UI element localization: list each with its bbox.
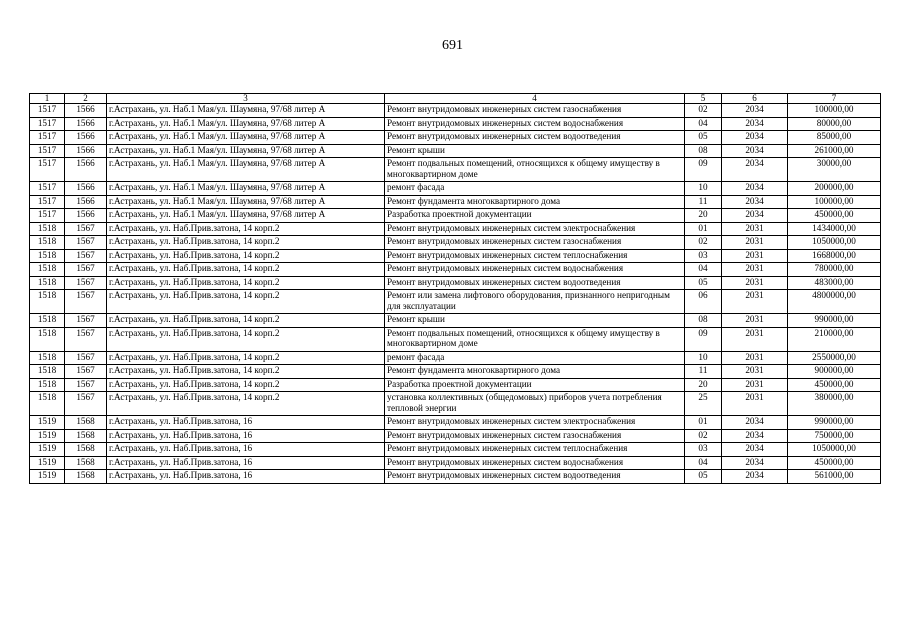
address-cell: г.Астрахань, ул. Наб.Прив.затона, 16 [107,456,385,470]
house-id-cell: 1567 [65,249,107,263]
work-type-cell: Ремонт внутридомовых инженерных систем газоснабжения [385,104,685,118]
row-number-cell: 1518 [30,263,65,277]
work-code-cell: 02 [685,429,722,443]
cost-cell: 900000,00 [788,365,881,379]
address-cell: г.Астрахань, ул. Наб.1 Мая/ул. Шаумяна, 97/68 литер А [107,104,385,118]
address-cell: г.Астрахань, ул. Наб.1 Мая/ул. Шаумяна, 97/68 литер А [107,144,385,158]
table-row [30,249,881,263]
work-code-cell: 04 [685,117,722,131]
cost-cell: 1050000,00 [788,443,881,457]
work-code-cell: 09 [685,158,722,182]
work-type-cell: Ремонт крыши [385,314,685,328]
cost-cell: 1050000,00 [788,236,881,250]
work-code-cell: 09 [685,327,722,351]
table-row [30,209,881,223]
cost-cell: 990000,00 [788,314,881,328]
column-header: 6 [722,94,788,104]
cost-cell: 750000,00 [788,429,881,443]
year-cell: 2031 [722,222,788,236]
house-id-cell: 1568 [65,416,107,430]
column-header: 7 [788,94,881,104]
house-id-cell: 1568 [65,429,107,443]
address-cell: г.Астрахань, ул. Наб.1 Мая/ул. Шаумяна, 97/68 литер А [107,117,385,131]
work-type-cell: Ремонт подвальных помещений, относящихся к общему имуществу в многоквартирном доме [385,327,685,351]
work-code-cell: 05 [685,131,722,145]
row-number-cell: 1518 [30,314,65,328]
house-id-cell: 1567 [65,290,107,314]
cost-cell: 4800000,00 [788,290,881,314]
work-type-cell: Ремонт внутридомовых инженерных систем электроснабжения [385,416,685,430]
table-row [30,416,881,430]
house-id-cell: 1567 [65,276,107,290]
house-id-cell: 1568 [65,443,107,457]
year-cell: 2031 [722,249,788,263]
cost-cell: 780000,00 [788,263,881,277]
table-row [30,158,881,182]
house-id-cell: 1567 [65,392,107,416]
table-row [30,236,881,250]
table-row [30,351,881,365]
cost-cell: 30000,00 [788,158,881,182]
table-row [30,327,881,351]
table-row [30,104,881,118]
table-row [30,182,881,196]
address-cell: г.Астрахань, ул. Наб.Прив.затона, 14 корп.2 [107,351,385,365]
work-type-cell: Разработка проектной документации [385,209,685,223]
house-id-cell: 1566 [65,144,107,158]
work-type-cell: Ремонт внутридомовых инженерных систем электроснабжения [385,222,685,236]
address-cell: г.Астрахань, ул. Наб.1 Мая/ул. Шаумяна, 97/68 литер А [107,182,385,196]
cost-cell: 80000,00 [788,117,881,131]
work-code-cell: 05 [685,276,722,290]
row-number-cell: 1518 [30,378,65,392]
table-row [30,470,881,484]
cost-cell: 483000,00 [788,276,881,290]
work-type-cell: установка коллективных (общедомовых) приборов учета потребления тепловой энергии [385,392,685,416]
row-number-cell: 1517 [30,195,65,209]
table-row [30,290,881,314]
house-id-cell: 1567 [65,378,107,392]
year-cell: 2031 [722,378,788,392]
work-code-cell: 10 [685,351,722,365]
house-id-cell: 1566 [65,158,107,182]
year-cell: 2031 [722,290,788,314]
address-cell: г.Астрахань, ул. Наб.1 Мая/ул. Шаумяна, 97/68 литер А [107,158,385,182]
page-number: 691 [442,38,463,53]
cost-cell: 100000,00 [788,195,881,209]
work-type-cell: Ремонт внутридомовых инженерных систем водоотведения [385,276,685,290]
year-cell: 2034 [722,104,788,118]
work-type-cell: Ремонт внутридомовых инженерных систем теплоснабжения [385,443,685,457]
row-number-cell: 1518 [30,365,65,379]
year-cell: 2034 [722,117,788,131]
work-type-cell: Ремонт внутридомовых инженерных систем теплоснабжения [385,249,685,263]
house-id-cell: 1566 [65,209,107,223]
address-cell: г.Астрахань, ул. Наб.Прив.затона, 14 корп.2 [107,263,385,277]
year-cell: 2034 [722,195,788,209]
house-id-cell: 1566 [65,131,107,145]
work-code-cell: 03 [685,443,722,457]
address-cell: г.Астрахань, ул. Наб.1 Мая/ул. Шаумяна, 97/68 литер А [107,195,385,209]
year-cell: 2034 [722,158,788,182]
year-cell: 2031 [722,327,788,351]
work-type-cell: Ремонт внутридомовых инженерных систем водоснабжения [385,456,685,470]
table-row [30,443,881,457]
work-code-cell: 04 [685,456,722,470]
row-number-cell: 1519 [30,470,65,484]
address-cell: г.Астрахань, ул. Наб.Прив.затона, 16 [107,416,385,430]
cost-cell: 200000,00 [788,182,881,196]
year-cell: 2034 [722,470,788,484]
work-code-cell: 20 [685,209,722,223]
house-id-cell: 1566 [65,104,107,118]
year-cell: 2034 [722,416,788,430]
repair-schedule-table [29,93,881,484]
row-number-cell: 1517 [30,131,65,145]
cost-cell: 1668000,00 [788,249,881,263]
table-row [30,263,881,277]
year-cell: 2034 [722,209,788,223]
row-number-cell: 1519 [30,416,65,430]
column-header: 3 [107,94,385,104]
work-type-cell: Ремонт внутридомовых инженерных систем водоотведения [385,470,685,484]
row-number-cell: 1517 [30,209,65,223]
cost-cell: 990000,00 [788,416,881,430]
work-code-cell: 20 [685,378,722,392]
address-cell: г.Астрахань, ул. Наб.Прив.затона, 14 корп.2 [107,314,385,328]
row-number-cell: 1517 [30,158,65,182]
table-row [30,117,881,131]
column-header: 5 [685,94,722,104]
table-row [30,222,881,236]
work-code-cell: 01 [685,416,722,430]
row-number-cell: 1519 [30,456,65,470]
work-type-cell: ремонт фасада [385,351,685,365]
work-code-cell: 05 [685,470,722,484]
house-id-cell: 1567 [65,222,107,236]
column-header: 4 [385,94,685,104]
year-cell: 2034 [722,456,788,470]
work-code-cell: 01 [685,222,722,236]
row-number-cell: 1518 [30,290,65,314]
table-row [30,392,881,416]
house-id-cell: 1567 [65,327,107,351]
address-cell: г.Астрахань, ул. Наб.Прив.затона, 16 [107,429,385,443]
table-row [30,456,881,470]
column-header: 2 [65,94,107,104]
work-code-cell: 06 [685,290,722,314]
table-row [30,378,881,392]
work-type-cell: Ремонт внутридомовых инженерных систем газоснабжения [385,236,685,250]
work-type-cell: Ремонт внутридомовых инженерных систем водоснабжения [385,117,685,131]
cost-cell: 450000,00 [788,209,881,223]
work-type-cell: Разработка проектной документации [385,378,685,392]
table-row [30,365,881,379]
work-code-cell: 10 [685,182,722,196]
cost-cell: 1434000,00 [788,222,881,236]
table-row [30,144,881,158]
work-code-cell: 02 [685,236,722,250]
row-number-cell: 1517 [30,182,65,196]
work-code-cell: 02 [685,104,722,118]
year-cell: 2031 [722,392,788,416]
address-cell: г.Астрахань, ул. Наб.Прив.затона, 14 корп.2 [107,276,385,290]
row-number-cell: 1519 [30,443,65,457]
work-type-cell: ремонт фасада [385,182,685,196]
house-id-cell: 1568 [65,470,107,484]
row-number-cell: 1517 [30,117,65,131]
work-type-cell: Ремонт внутридомовых инженерных систем водоотведения [385,131,685,145]
year-cell: 2034 [722,131,788,145]
work-type-cell: Ремонт фундамента многоквартирного дома [385,365,685,379]
row-number-cell: 1518 [30,249,65,263]
year-cell: 2034 [722,144,788,158]
address-cell: г.Астрахань, ул. Наб.1 Мая/ул. Шаумяна, 97/68 литер А [107,209,385,223]
work-code-cell: 25 [685,392,722,416]
address-cell: г.Астрахань, ул. Наб.Прив.затона, 14 корп.2 [107,249,385,263]
column-number-header-row [30,94,881,104]
address-cell: г.Астрахань, ул. Наб.Прив.затона, 16 [107,443,385,457]
row-number-cell: 1518 [30,222,65,236]
house-id-cell: 1568 [65,456,107,470]
year-cell: 2031 [722,314,788,328]
cost-cell: 450000,00 [788,456,881,470]
work-type-cell: Ремонт или замена лифтового оборудования, признанного непригодным для эксплуатации [385,290,685,314]
year-cell: 2031 [722,365,788,379]
table-row [30,131,881,145]
work-type-cell: Ремонт фундамента многоквартирного дома [385,195,685,209]
address-cell: г.Астрахань, ул. Наб.Прив.затона, 14 корп.2 [107,378,385,392]
house-id-cell: 1567 [65,236,107,250]
year-cell: 2031 [722,236,788,250]
address-cell: г.Астрахань, ул. Наб.Прив.затона, 14 корп.2 [107,392,385,416]
table-row [30,429,881,443]
work-code-cell: 11 [685,195,722,209]
work-type-cell: Ремонт внутридомовых инженерных систем газоснабжения [385,429,685,443]
address-cell: г.Астрахань, ул. Наб.Прив.затона, 14 корп.2 [107,222,385,236]
address-cell: г.Астрахань, ул. Наб.Прив.затона, 14 корп.2 [107,236,385,250]
table-row [30,276,881,290]
house-id-cell: 1567 [65,263,107,277]
cost-cell: 380000,00 [788,392,881,416]
cost-cell: 261000,00 [788,144,881,158]
year-cell: 2034 [722,182,788,196]
row-number-cell: 1518 [30,392,65,416]
year-cell: 2031 [722,276,788,290]
work-code-cell: 03 [685,249,722,263]
address-cell: г.Астрахань, ул. Наб.Прив.затона, 14 корп.2 [107,290,385,314]
table-row [30,314,881,328]
house-id-cell: 1566 [65,117,107,131]
row-number-cell: 1519 [30,429,65,443]
year-cell: 2034 [722,443,788,457]
cost-cell: 561000,00 [788,470,881,484]
address-cell: г.Астрахань, ул. Наб.Прив.затона, 14 корп.2 [107,327,385,351]
cost-cell: 210000,00 [788,327,881,351]
address-cell: г.Астрахань, ул. Наб.Прив.затона, 16 [107,470,385,484]
work-code-cell: 08 [685,144,722,158]
house-id-cell: 1567 [65,314,107,328]
cost-cell: 85000,00 [788,131,881,145]
year-cell: 2031 [722,351,788,365]
house-id-cell: 1566 [65,195,107,209]
row-number-cell: 1517 [30,144,65,158]
row-number-cell: 1518 [30,327,65,351]
work-type-cell: Ремонт крыши [385,144,685,158]
row-number-cell: 1518 [30,236,65,250]
house-id-cell: 1567 [65,365,107,379]
work-type-cell: Ремонт подвальных помещений, относящихся к общему имуществу в многоквартирном доме [385,158,685,182]
year-cell: 2031 [722,263,788,277]
cost-cell: 2550000,00 [788,351,881,365]
column-header: 1 [30,94,65,104]
work-code-cell: 04 [685,263,722,277]
cost-cell: 450000,00 [788,378,881,392]
address-cell: г.Астрахань, ул. Наб.Прив.затона, 14 корп.2 [107,365,385,379]
address-cell: г.Астрахань, ул. Наб.1 Мая/ул. Шаумяна, 97/68 литер А [107,131,385,145]
row-number-cell: 1518 [30,351,65,365]
work-code-cell: 08 [685,314,722,328]
table-row [30,195,881,209]
work-type-cell: Ремонт внутридомовых инженерных систем водоснабжения [385,263,685,277]
house-id-cell: 1566 [65,182,107,196]
row-number-cell: 1517 [30,104,65,118]
row-number-cell: 1518 [30,276,65,290]
work-code-cell: 11 [685,365,722,379]
year-cell: 2034 [722,429,788,443]
house-id-cell: 1567 [65,351,107,365]
cost-cell: 100000,00 [788,104,881,118]
